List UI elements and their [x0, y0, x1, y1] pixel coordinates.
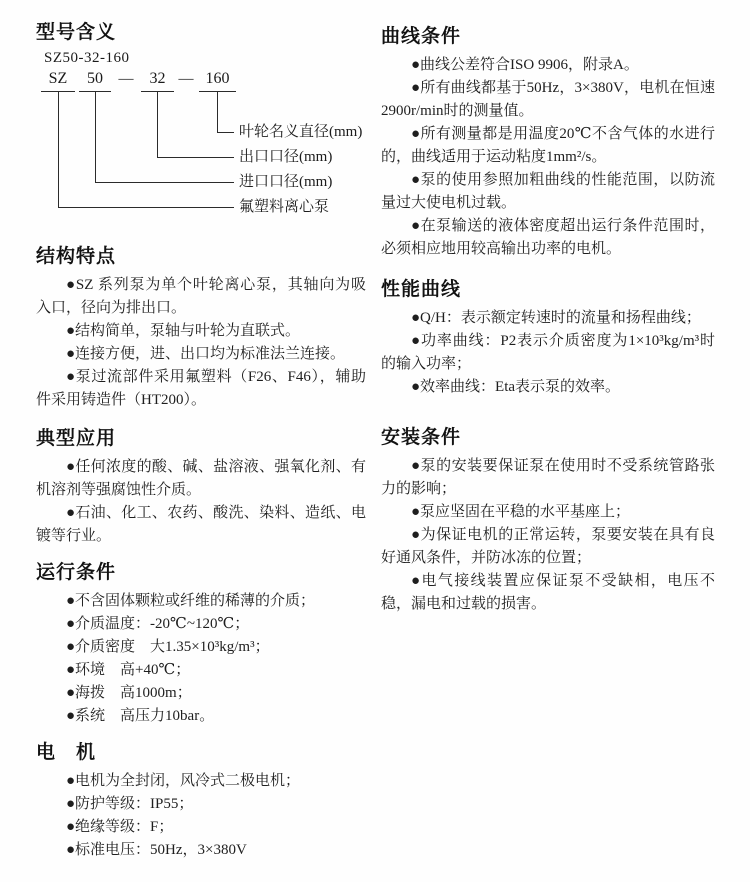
model-code-diagram	[36, 52, 366, 224]
section-performance-curves	[381, 279, 715, 399]
connector-line-outlet-h	[157, 157, 234, 158]
bullet-item: ●曲线公差符合ISO 9906，附录A。	[411, 57, 639, 73]
connector-line-inlet-h	[95, 182, 234, 183]
bullet-item: ●Q/H：表示额定转速时的流量和扬程曲线；	[411, 310, 701, 326]
bullet-item: ●电气接线装置应保证泵不受缺相，电压不稳，漏电和过载的损害。	[381, 573, 715, 612]
bullet-item: ●功率曲线：P2表示介质密度为1×10³kg/m³时的输入功率；	[381, 333, 715, 372]
bullet-item: ●所有测量都是用温度20℃不含气体的水进行的，曲线适用于运动粘度1mm²/s。	[381, 126, 715, 165]
bullet-item: ●任何浓度的酸、碱、盐溶液、强氧化剂、有机溶剂等强腐蚀性介质。	[36, 459, 366, 498]
right-column	[381, 26, 715, 616]
model-part-series: SZ	[41, 68, 75, 92]
section-title-installation: 安装条件	[381, 427, 462, 448]
connector-line-series-v	[58, 92, 59, 207]
left-column	[36, 22, 366, 862]
section-title-performance: 性能曲线	[381, 279, 462, 300]
model-label-outlet: 出口口径(mm)	[239, 149, 333, 165]
section-title-curve-conditions: 曲线条件	[381, 26, 462, 47]
section-title-operating: 运行条件	[36, 562, 117, 583]
bullet-item: ●海拨 高1000m；	[66, 685, 192, 701]
connector-line-impeller-v	[217, 92, 218, 132]
section-installation-conditions	[381, 427, 715, 616]
section-title-structure: 结构特点	[36, 246, 117, 267]
section-title-applications: 典型应用	[36, 428, 117, 449]
section-model-meaning	[36, 22, 366, 224]
model-label-series: 氟塑料离心泵	[239, 199, 330, 215]
section-curve-conditions	[381, 26, 715, 261]
bullet-item: ●泵的安装要保证泵在使用时不受系统管路张力的影响；	[381, 458, 715, 497]
connector-line-outlet-v	[157, 92, 158, 157]
bullet-item: ●石油、化工、农药、酸洗、染料、造纸、电镀等行业。	[36, 505, 366, 544]
bullet-item: ●所有曲线都基于50Hz，3×380V，电机在恒速2900r/min时的测量值。	[381, 80, 715, 119]
model-label-impeller: 叶轮名义直径(mm)	[239, 124, 363, 140]
bullet-item: ●SZ 系列泵为单个叶轮离心泵，其轴向为吸入口，径向为排出口。	[36, 277, 366, 316]
bullet-item: ●不含固体颗粒或纤维的稀薄的介质；	[66, 593, 316, 609]
connector-line-inlet-v	[95, 92, 96, 182]
section-title-motor: 电 机	[36, 742, 97, 763]
bullet-item: ●环境 高+40℃；	[66, 662, 191, 678]
bullet-item: ●连接方便，进、出口均为标准法兰连接。	[66, 346, 346, 362]
model-part-impeller: 160	[199, 68, 236, 92]
bullet-item: ●防护等级：IP55；	[66, 796, 194, 812]
bullet-item: ●结构简单，泵轴与叶轮为直联式。	[66, 323, 301, 339]
section-motor	[36, 742, 366, 862]
bullet-item: ●泵过流部件采用氟塑料（F26、F46），辅助件采用铸造件（HT200）。	[36, 369, 366, 408]
section-typical-applications	[36, 428, 366, 548]
bullet-item: ●系统 高压力10bar。	[66, 708, 215, 724]
section-title-model-meaning: 型号含义	[36, 22, 117, 43]
bullet-item: ●效率曲线：Eta表示泵的效率。	[411, 379, 621, 395]
connector-line-series-h	[58, 207, 234, 208]
bullet-item: ●泵的使用参照加粗曲线的性能范围，以防流量过大使电机过载。	[381, 172, 715, 211]
bullet-item: ●介质温度：-20℃~120℃；	[66, 616, 250, 632]
model-code: SZ50-32-160	[44, 50, 130, 66]
bullet-item: ●电机为全封闭，风冷式二极电机；	[66, 773, 301, 789]
bullet-item: ●绝缘等级：F；	[66, 819, 174, 835]
model-dash-1: —	[118, 71, 134, 87]
section-operating-conditions	[36, 562, 366, 728]
bullet-item: ●介质密度 大1.35×10³kg/m³；	[66, 639, 270, 655]
bullet-item: ●为保证电机的正常运转，泵要安装在具有良好通风条件，并防冰冻的位置；	[381, 527, 715, 566]
bullet-item: ●在泵输送的液体密度超出运行条件范围时，必须相应地用较高输出功率的电机。	[381, 218, 715, 257]
section-structure-features	[36, 246, 366, 412]
bullet-item: ●标准电压：50Hz，3×380V	[66, 842, 247, 858]
model-part-outlet: 32	[141, 68, 174, 92]
model-part-inlet: 50	[79, 68, 111, 92]
bullet-item: ●泵应坚固在平稳的水平基座上；	[411, 504, 631, 520]
model-dash-2: —	[178, 71, 194, 87]
model-label-inlet: 进口口径(mm)	[239, 174, 333, 190]
connector-line-impeller-h	[217, 132, 234, 133]
